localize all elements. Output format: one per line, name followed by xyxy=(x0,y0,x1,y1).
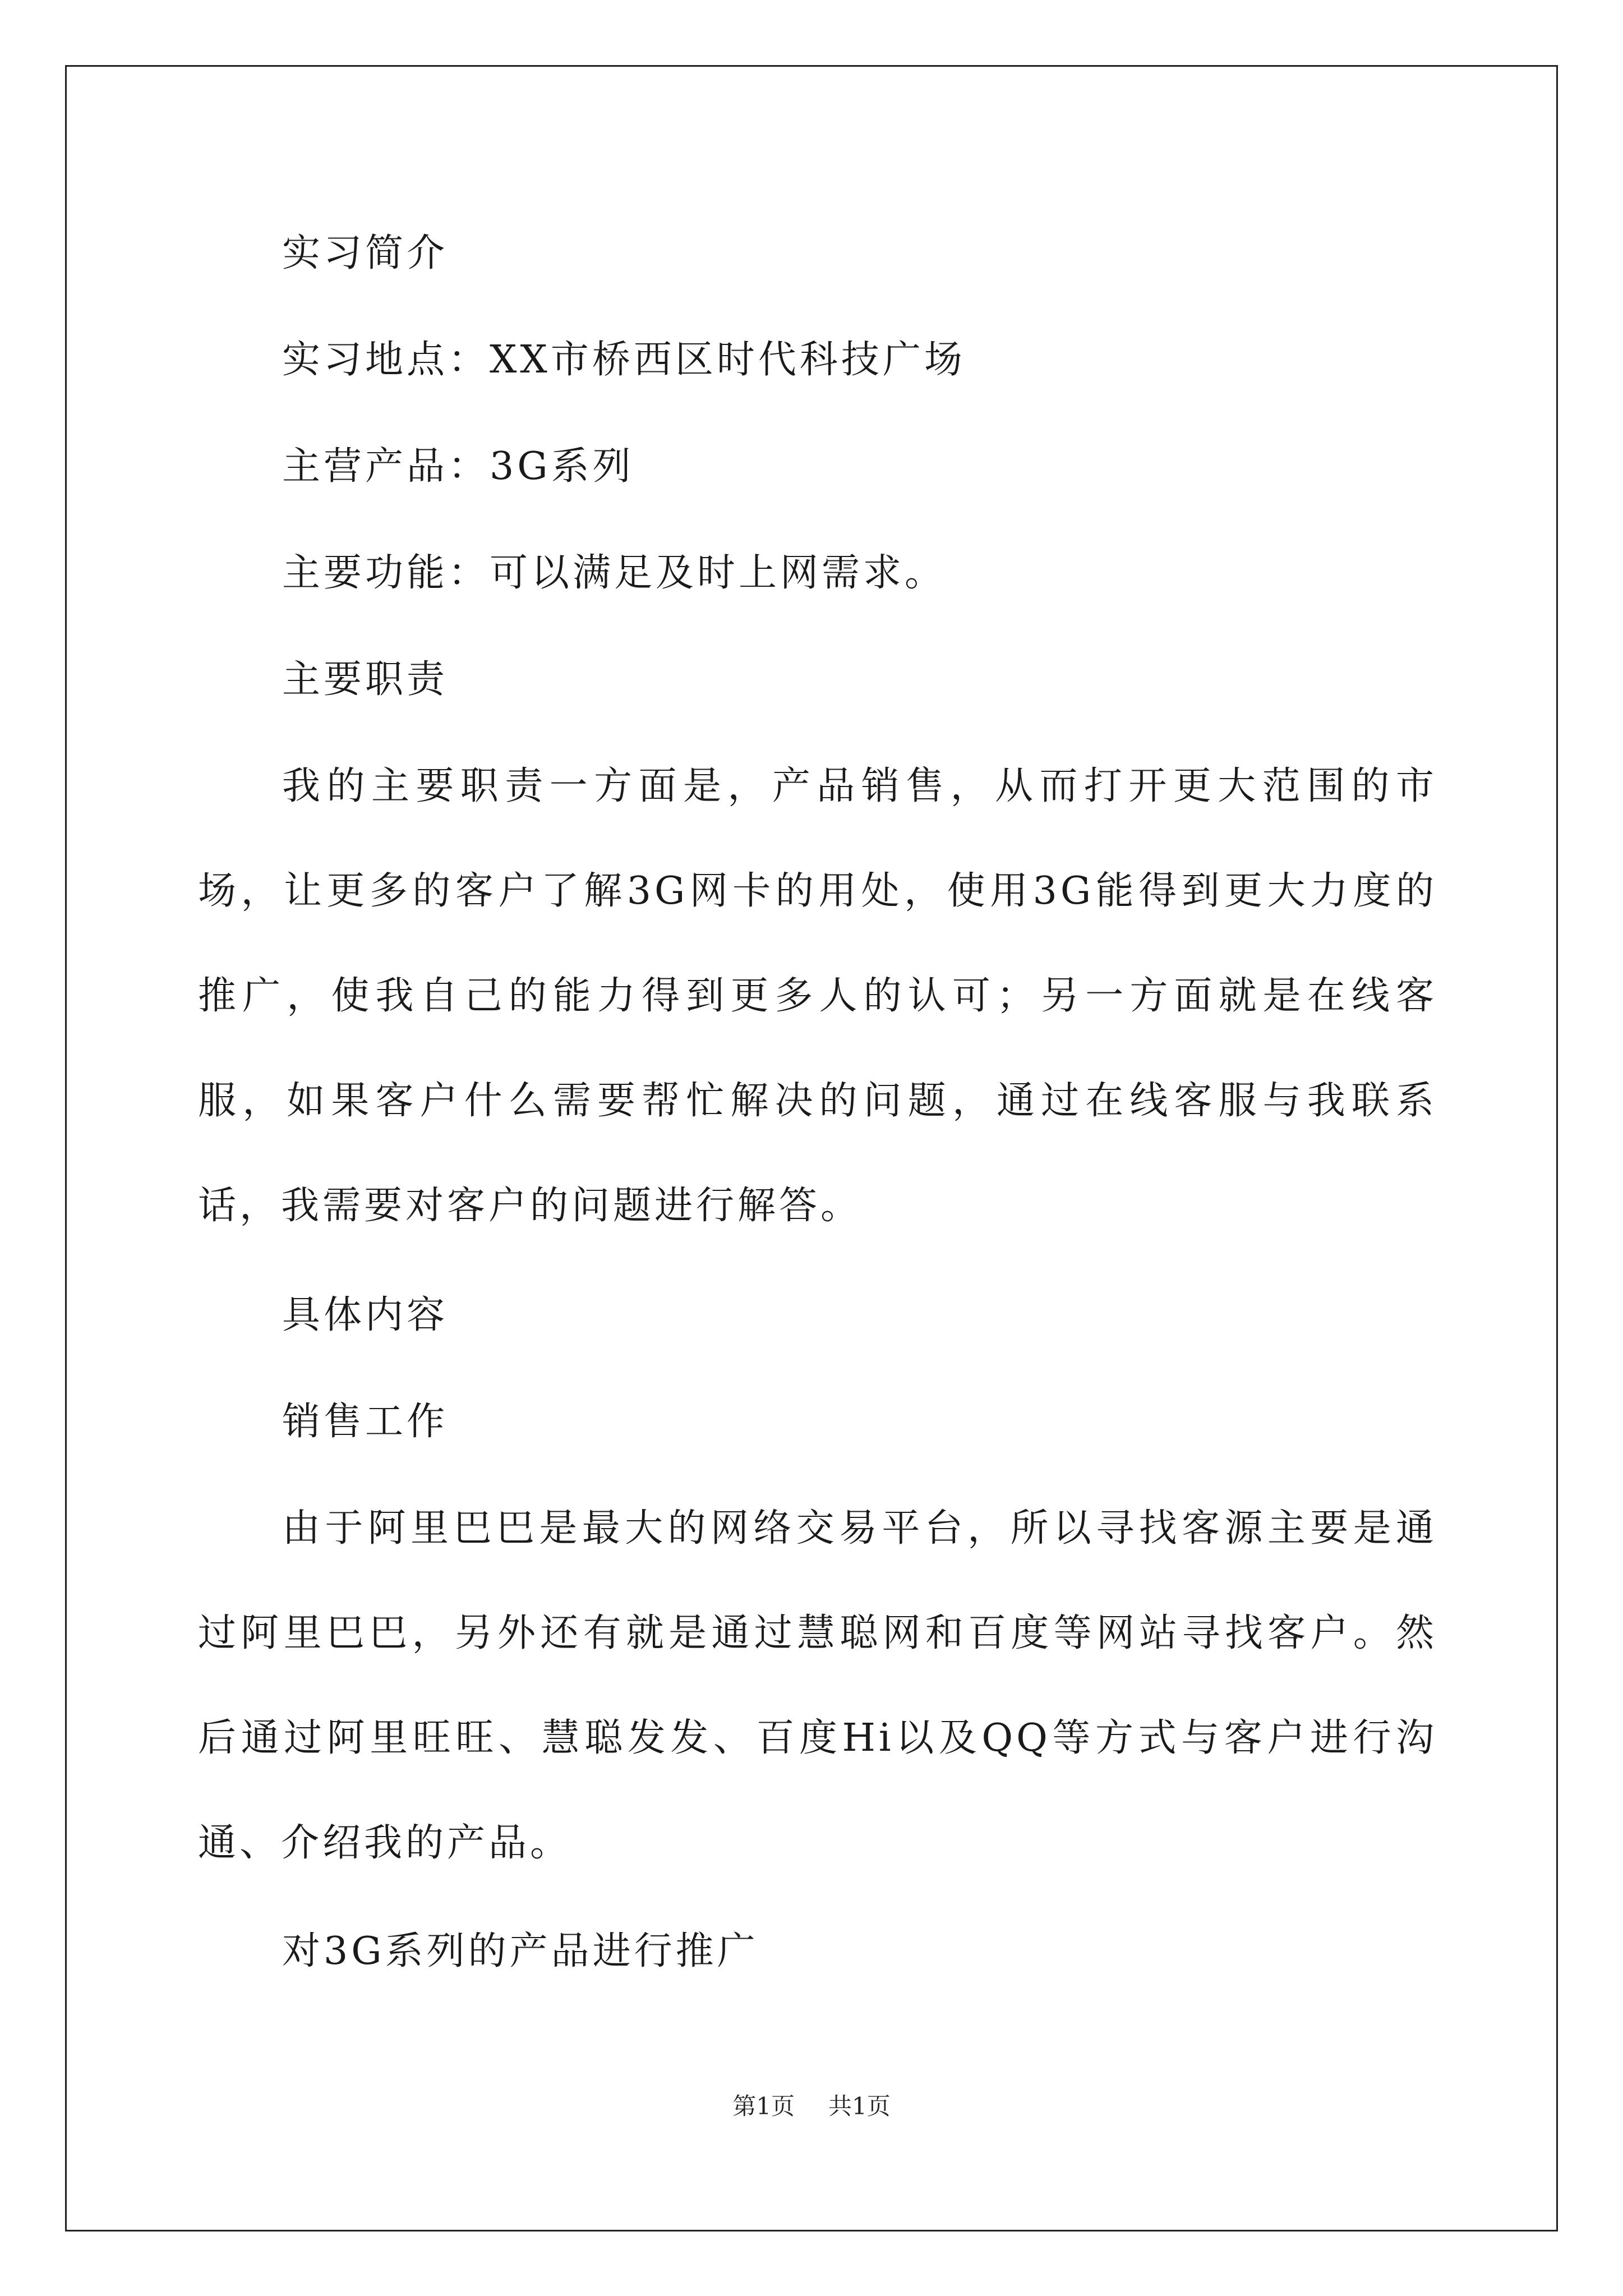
sales-paragraph: 由于阿里巴巴是最大的网络交易平台，所以寻找客源主要是通过阿里巴巴，另外还有就是通过慧聪网和百度等网站寻找客户。然后通过阿里旺旺、慧聪发发、百度Hi以及QQ等方式与客户进行沟通、介绍我的产品。 xyxy=(198,1506,1437,1865)
section-heading-details: 具体内容 xyxy=(282,1293,449,1337)
page-number: 第1页 xyxy=(732,2092,795,2120)
main-product: 主营产品：3G系列 xyxy=(282,444,634,489)
duties-paragraph: 我的主要职责一方面是，产品销售，从而打开更大范围的市场，让更多的客户了解3G网卡的用处，使用3G能得到更大力度的推广，使我自己的能力得到更多人的认可；另一方面就是在线客服，如果客户什么需要帮忙解决的问题，通过在线客服与我联系话，我需要对客户的问题进行解答。 xyxy=(198,764,1437,1228)
section-heading-duties: 主要职责 xyxy=(282,657,449,702)
main-function: 主要功能：可以满足及时上网需求。 xyxy=(282,551,947,595)
page-footer xyxy=(0,2090,1623,2123)
section-heading-sales-work: 销售工作 xyxy=(282,1400,449,1444)
internship-location: 实习地点：XX市桥西区时代科技广场 xyxy=(282,338,966,382)
promotion-paragraph: 对3G系列的产品进行推广 xyxy=(282,1929,759,1973)
page-total: 共1页 xyxy=(828,2092,891,2120)
section-heading-internship-intro: 实习简介 xyxy=(282,231,449,275)
